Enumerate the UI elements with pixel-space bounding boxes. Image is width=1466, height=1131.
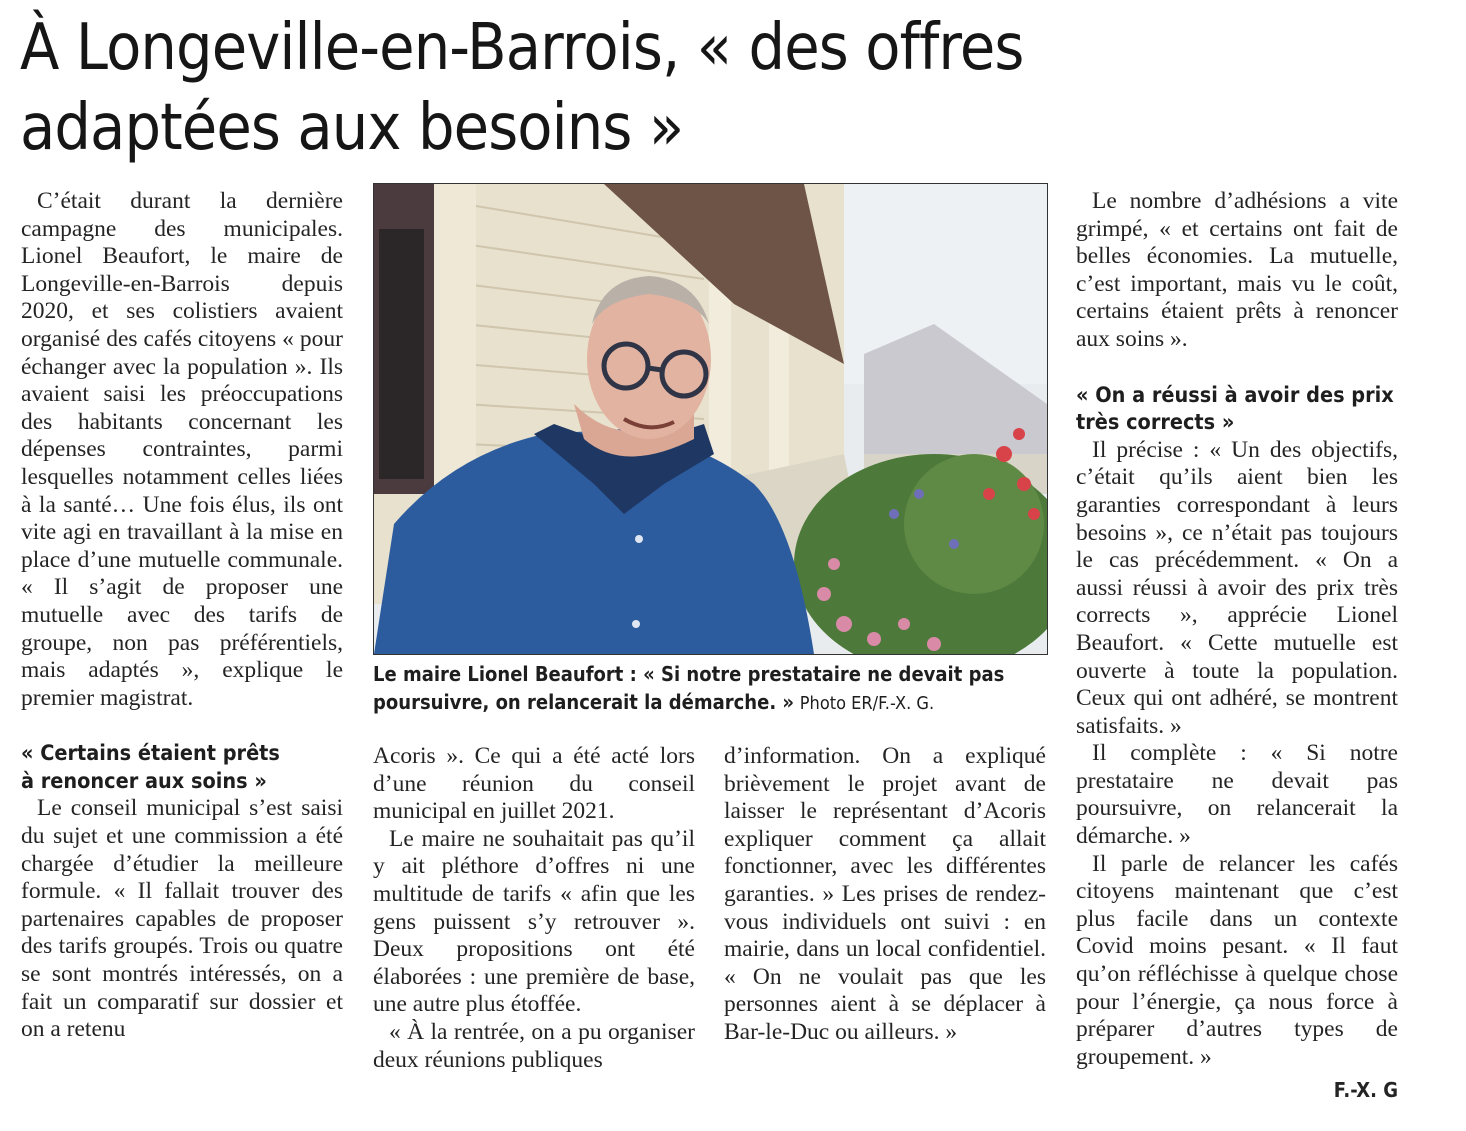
- photo-caption: [373, 660, 1057, 718]
- subheading-line-2: à renoncer aux soins »: [21, 768, 267, 793]
- subheading: [21, 740, 317, 795]
- author-signature: F.-X. G: [1333, 1078, 1398, 1103]
- subheading-line-2: très corrects »: [1076, 410, 1235, 435]
- subheading-line-1: « Certains étaient prêts: [21, 741, 280, 766]
- paragraph: d’information. On a expliqué brièvement le projet avant de laisser le représentant d’Acoris expliquer comment ça allait fonctionner, avec les différentes garanties. » Les prises de rendez-vous individuels ont suivi : en mairie, dans un local confidentiel. « On ne voulait pas que les personnes aient à se déplacer à Bar-le-Duc ou ailleurs. »: [724, 743, 1046, 1045]
- headline: [20, 8, 1298, 168]
- paragraph: Il complète : « Si notre prestataire ne devait pas poursuivre, on relancerait la démarche. »: [1076, 740, 1398, 850]
- paragraph: Le nombre d’adhésions a vite grimpé, « et certains ont fait de belles économies. La mutuelle, c’est important, mais vu le coût, certains étaient prêts à renoncer aux soins ».: [1076, 188, 1398, 352]
- article-column-1: [21, 188, 343, 1044]
- paragraph: « À la rentrée, on a pu organiser deux réunions publiques: [373, 1018, 695, 1073]
- photo-credit: Photo ER/F.-X. G.: [799, 693, 935, 714]
- headline-line-2: adaptées aux besoins »: [20, 91, 684, 165]
- photo-image: [374, 184, 1047, 654]
- paragraph: Il précise : « Un des objectifs, c’était qu’ils aient bien les garanties correspondant à leurs besoins », ce n’était pas toujours le cas précédemment. « On a aussi réussi à avoir des prix très corrects », apprécie Lionel Beaufort. « Cette mutuelle est ouverte à toute la population. Ceux qui ont adhéré, se montrent satisfaits. »: [1076, 436, 1398, 739]
- article-column-2: [373, 743, 695, 1074]
- paragraph: Le maire ne souhaitait pas qu’il y ait pléthore d’offres ni une multitude de tarifs « afin que les gens puissent s’y retrouver ». Deux propositions ont été élaborées : une première de base, une autre plus étoffée.: [373, 825, 695, 1018]
- paragraph: Acoris ». Ce qui a été acté lors d’une réunion du conseil municipal en juillet 2021.: [373, 743, 695, 825]
- paragraph: Il parle de relancer les cafés citoyens maintenant que c’est plus facile dans un contexte Covid moins pesant. « Il faut qu’on réfléchisse à quelque chose pour l’énergie, ça nous force à préparer d’autres types de groupement. »: [1076, 850, 1398, 1070]
- article-column-3: [724, 743, 1046, 1047]
- subheading: [1076, 382, 1394, 437]
- headline-line-1: À Longeville-en-Barrois, « des offres: [20, 11, 1024, 85]
- subheading-line-1: « On a réussi à avoir des prix: [1076, 382, 1394, 407]
- article-column-4: [1076, 188, 1398, 1105]
- paragraph: Le conseil municipal s’est saisi du sujet et une commission a été chargée d’étudier la meilleure formule. « Il fallait trouver des partenaires capables de proposer des tarifs groupés. Trois ou quatre se sont montrés intéressés, on a fait un comparatif sur dossier et on a retenu: [21, 795, 343, 1043]
- mayor-photo: [373, 183, 1048, 655]
- caption-text: Le maire Lionel Beaufort : « Si notre prestataire ne devait pas poursuivre, on relancerait la démarche. »: [373, 662, 1005, 714]
- paragraph: C’était durant la dernière campagne des municipales. Lionel Beaufort, le maire de Longeville-en-Barrois depuis 2020, et ses colistiers avaient organisé des cafés citoyens « pour échanger avec la population ». Ils avaient saisi les préoccupations des habitants concernant les dépenses contraintes, parmi lesquelles notamment celles liées à la santé… Une fois élus, ils ont vite agi en travaillant à la mise en place d’une mutuelle communale. « Il s’agit de proposer une mutuelle avec des tarifs de groupe, non pas préférentiels, mais adaptés », explique le premier magistrat.: [21, 188, 343, 711]
